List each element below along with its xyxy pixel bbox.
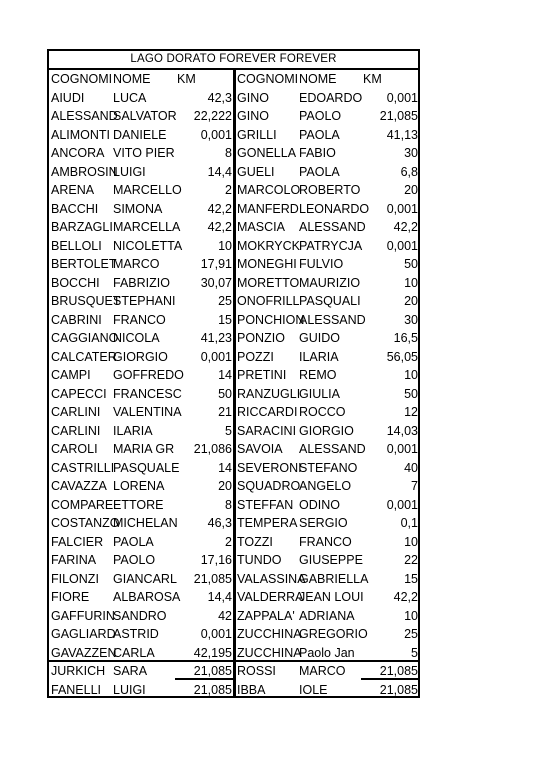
cell-name-left: ILARIA [113,423,153,438]
cell-km-right: 30 [404,146,418,160]
cell-name-right: PATRYCJA [299,238,363,253]
cell-km-left: 21,085 [193,571,232,586]
cell-km-right: 20 [404,294,418,308]
cell-name-left: FRANCO [113,312,166,327]
header-km-right: KM [363,72,382,86]
cell-name-left: NICOLETTA [113,238,183,253]
cell-name-right: PAOLA [299,127,340,142]
header-name-left: NOME [113,72,151,86]
cell-surname-right: RICCARDI [237,405,298,419]
cell-km-left: 14,4 [207,164,232,179]
cell-name-right: GUIDO [299,331,340,345]
cell-km-right: 10 [404,368,418,382]
cell-surname-right: MANFERD [237,201,299,216]
cell-name-left: PASQUALE [113,460,180,475]
cell-km-left: 42 [218,608,232,623]
cell-surname-right: ZAPPALA' [237,608,295,623]
cell-km-right: 5 [411,645,418,660]
cell-km-left: 22,222 [193,109,232,123]
header-name-right: NOME [299,72,337,86]
cell-name-right: ADRIANA [299,608,355,623]
cell-km-right: 21,085 [379,664,418,678]
cell-km-right: 50 [404,386,418,401]
cell-surname-left: AIUDI [51,90,85,105]
cell-surname-left: BELLOLI [51,238,102,253]
cell-name-left: SIMONA [113,201,163,216]
column-divider [233,70,236,696]
cell-km-left: 0,001 [200,627,232,641]
cell-surname-right: GUELI [237,164,275,179]
cell-surname-left: ALIMONTI [51,127,111,142]
cell-km-right: 21,085 [379,109,418,123]
cell-km-right: 14,03 [386,423,418,438]
cell-name-right: LEONARDO [299,201,370,216]
cell-km-right: 50 [404,257,418,271]
cell-km-left: 2 [225,183,232,197]
cell-name-left: ALBAROSA [113,590,181,604]
cell-name-left: ETTORE [113,497,164,512]
cell-name-left: SALVATOR [113,109,177,123]
cell-surname-right: TOZZI [237,534,273,549]
cell-name-right: EDOARDO [299,90,363,105]
cell-surname-right: GONELLA [237,146,297,160]
cell-name-right: MAURIZIO [299,275,361,290]
cell-name-right: PAOLA [299,164,340,179]
cell-name-left: LORENA [113,479,165,493]
cell-km-left: 42,3 [207,90,232,105]
cell-surname-right: VALDERRA [237,590,304,604]
cell-km-left: 15 [218,312,232,327]
cell-km-left: 42,2 [207,220,232,234]
cell-km-right: 41,13 [386,127,418,142]
cell-surname-right: MORETTO [237,275,300,290]
cell-km-right: 10 [404,534,418,549]
cell-name-left: MARCO [113,257,160,271]
cell-name-left: LUCA [113,90,147,105]
cell-km-right: 12 [404,405,418,419]
cell-km-right: 42,2 [393,220,418,234]
cell-km-right: 0,001 [386,201,418,216]
cell-km-left: 21 [218,405,232,419]
header-surname-right: COGNOMI [237,72,299,86]
cell-km-left: 41,23 [200,331,232,345]
cell-surname-right: IBBA [237,682,266,697]
cell-surname-left: BRUSQUET [51,294,121,308]
sheet-title: LAGO DORATO FOREVER FOREVER [130,53,337,65]
extra-rows-divider [49,660,418,662]
cell-surname-left: BARZAGLI [51,220,113,234]
cell-km-left: 21,086 [193,442,232,456]
cell-name-left: DANIELE [113,127,167,142]
cell-km-right: 7 [411,479,418,493]
cell-name-left: CARLA [113,645,155,660]
cell-surname-left: COSTANZO [51,516,120,530]
cell-km-right: 15 [404,571,418,586]
cell-name-right: ALESSAND [299,442,366,456]
cell-surname-right: MONEGHI [237,257,297,271]
cell-surname-left: GAGLIARD [51,627,116,641]
cell-surname-right: ROSSI [237,664,276,678]
cell-name-right: PASQUALI [299,294,361,308]
cell-name-left: NICOLA [113,331,160,345]
cell-name-left: PAOLO [113,553,156,567]
cell-km-right: 10 [404,608,418,623]
cell-surname-right: VALASSINA [237,571,306,586]
cell-surname-left: CASTRILLI [51,460,115,475]
cell-km-left: 17,91 [200,257,232,271]
cell-name-right: ROBERTO [299,183,361,197]
cell-surname-left: CARLINI [51,423,101,438]
cell-km-left: 14 [218,368,232,382]
cell-name-left: MICHELAN [113,516,178,530]
cell-surname-left: COMPARE [51,497,114,512]
cell-surname-right: ONOFRILL [237,294,300,308]
cell-name-right: FABIO [299,146,336,160]
cell-surname-left: ANCORA [51,146,105,160]
cell-surname-right: MOKRYCK [237,238,300,253]
cell-name-left: SANDRO [113,608,167,623]
cell-name-right: STEFANO [299,460,358,475]
cell-surname-right: SQUADRO [237,479,301,493]
cell-km-right: 21,085 [379,682,418,697]
cell-surname-right: PONCHION [237,312,305,327]
cell-surname-left: CAPECCI [51,386,107,401]
cell-name-right: GREGORIO [299,627,368,641]
cell-km-left: 5 [225,423,232,438]
cell-km-right: 6,8 [400,164,418,179]
cell-name-left: FABRIZIO [113,275,170,290]
km-underline-right [361,678,418,680]
cell-km-right: 0,001 [386,238,418,253]
cell-name-left: VITO PIER [113,146,175,160]
cell-surname-right: SEVERONI [237,460,302,475]
cell-surname-right: MARCOLO [237,183,301,197]
cell-name-left: VALENTINA [113,405,182,419]
cell-name-right: ANGELO [299,479,352,493]
cell-surname-left: CAMPI [51,368,91,382]
cell-km-left: 8 [225,146,232,160]
cell-km-right: 20 [404,183,418,197]
cell-km-right: 16,5 [393,331,418,345]
cell-surname-right: GINO [237,90,269,105]
cell-name-left: GIORGIO [113,349,168,364]
cell-surname-left: BOCCHI [51,275,100,290]
cell-surname-left: AMBROSIN [51,164,118,179]
cell-surname-left: FILONZI [51,571,99,586]
cell-name-right: REMO [299,368,337,382]
cell-surname-right: ZUCCHINA [237,645,302,660]
cell-surname-right: STEFFAN [237,497,294,512]
cell-km-left: 50 [218,386,232,401]
cell-name-right: SERGIO [299,516,348,530]
cell-km-left: 17,16 [200,553,232,567]
cell-name-right: ILARIA [299,349,339,364]
cell-surname-left: ARENA [51,183,95,197]
cell-km-right: 0,001 [386,442,418,456]
cell-km-left: 10 [218,238,232,253]
header-km-left: KM [177,72,196,86]
cell-surname-left: JURKICH [51,664,106,678]
cell-km-right: 30 [404,312,418,327]
cell-km-left: 20 [218,479,232,493]
cell-km-right: 0,001 [386,497,418,512]
cell-surname-left: CAROLI [51,442,98,456]
cell-surname-right: SAVOIA [237,442,283,456]
cell-name-left: SARA [113,664,148,678]
cell-km-left: 42,195 [193,645,232,660]
header-surname-left: COGNOMI [51,72,113,86]
results-sheet [47,49,420,698]
cell-name-right: MARCO [299,664,346,678]
cell-surname-left: CAVAZZA [51,479,107,493]
cell-surname-right: PRETINI [237,368,287,382]
cell-surname-left: FIORE [51,590,90,604]
cell-name-right: ALESSAND [299,312,366,327]
cell-name-right: JEAN LOUI [299,590,364,604]
cell-surname-right: GRILLI [237,127,277,142]
cell-name-right: ALESSAND [299,220,366,234]
cell-name-left: MARIA GR [113,442,175,456]
cell-km-right: 25 [404,627,418,641]
cell-surname-right: TEMPERA [237,516,298,530]
cell-km-left: 2 [225,534,232,549]
cell-km-right: 56,05 [386,349,418,364]
cell-surname-left: CARLINI [51,405,101,419]
cell-surname-left: FANELLI [51,682,102,697]
cell-km-right: 10 [404,275,418,290]
cell-name-left: FRANCESC [113,386,182,401]
cell-surname-right: MASCIA [237,220,285,234]
cell-name-right: FRANCO [299,534,352,549]
cell-km-left: 8 [225,497,232,512]
cell-km-left: 46,3 [207,516,232,530]
cell-name-left: GIANCARL [113,571,177,586]
cell-name-left: MARCELLO [113,183,182,197]
cell-surname-right: TUNDO [237,553,282,567]
cell-surname-left: GAVAZZEN [51,645,117,660]
cell-km-left: 21,085 [193,664,232,678]
cell-km-left: 42,2 [207,201,232,216]
cell-km-left: 0,001 [200,349,232,364]
cell-name-right: GABRIELLA [299,571,369,586]
cell-name-right: GIORGIO [299,423,354,438]
cell-name-left: LUIGI [113,164,146,179]
cell-surname-left: GAFFURIN [51,608,115,623]
cell-surname-left: FALCIER [51,534,104,549]
cell-surname-right: GINO [237,109,269,123]
cell-surname-right: RANZUGLI [237,386,301,401]
cell-name-left: ASTRID [113,627,159,641]
cell-name-right: GIUSEPPE [299,553,363,567]
cell-name-right: IOLE [299,682,328,697]
cell-name-left: STEPHANI [113,294,176,308]
cell-surname-left: BACCHI [51,201,99,216]
cell-surname-left: BERTOLET [51,257,117,271]
km-underline-left [175,678,233,680]
cell-km-right: 40 [404,460,418,475]
cell-km-right: 0,1 [400,516,418,530]
cell-name-right: ROCCO [299,405,346,419]
cell-km-right: 0,001 [386,90,418,105]
cell-km-left: 14,4 [207,590,232,604]
cell-name-right: PAOLO [299,109,342,123]
cell-surname-left: CABRINI [51,312,102,327]
cell-name-left: GOFFREDO [113,368,184,382]
cell-surname-left: ALESSAND [51,109,118,123]
cell-name-right: FULVIO [299,257,344,271]
cell-surname-left: CAGGIANO [51,331,119,345]
cell-surname-right: PONZIO [237,331,285,345]
cell-km-right: 22 [404,553,418,567]
cell-surname-right: SARACINI [237,423,297,438]
cell-name-left: MARCELLA [113,220,181,234]
cell-surname-right: POZZI [237,349,274,364]
cell-km-left: 25 [218,294,232,308]
cell-km-right: 42,2 [393,590,418,604]
cell-surname-left: CALCATER [51,349,117,364]
cell-km-left: 14 [218,460,232,475]
cell-name-left: LUIGI [113,682,146,697]
cell-surname-right: ZUCCHINA [237,627,302,641]
cell-name-right: ODINO [299,497,340,512]
cell-surname-left: FARINA [51,553,97,567]
cell-km-left: 30,07 [200,275,232,290]
cell-name-right: GIULIA [299,386,340,401]
cell-name-left: PAOLA [113,534,154,549]
cell-km-left: 0,001 [200,127,232,142]
cell-name-right: Paolo Jan [299,645,355,660]
cell-km-left: 21,085 [193,682,232,697]
